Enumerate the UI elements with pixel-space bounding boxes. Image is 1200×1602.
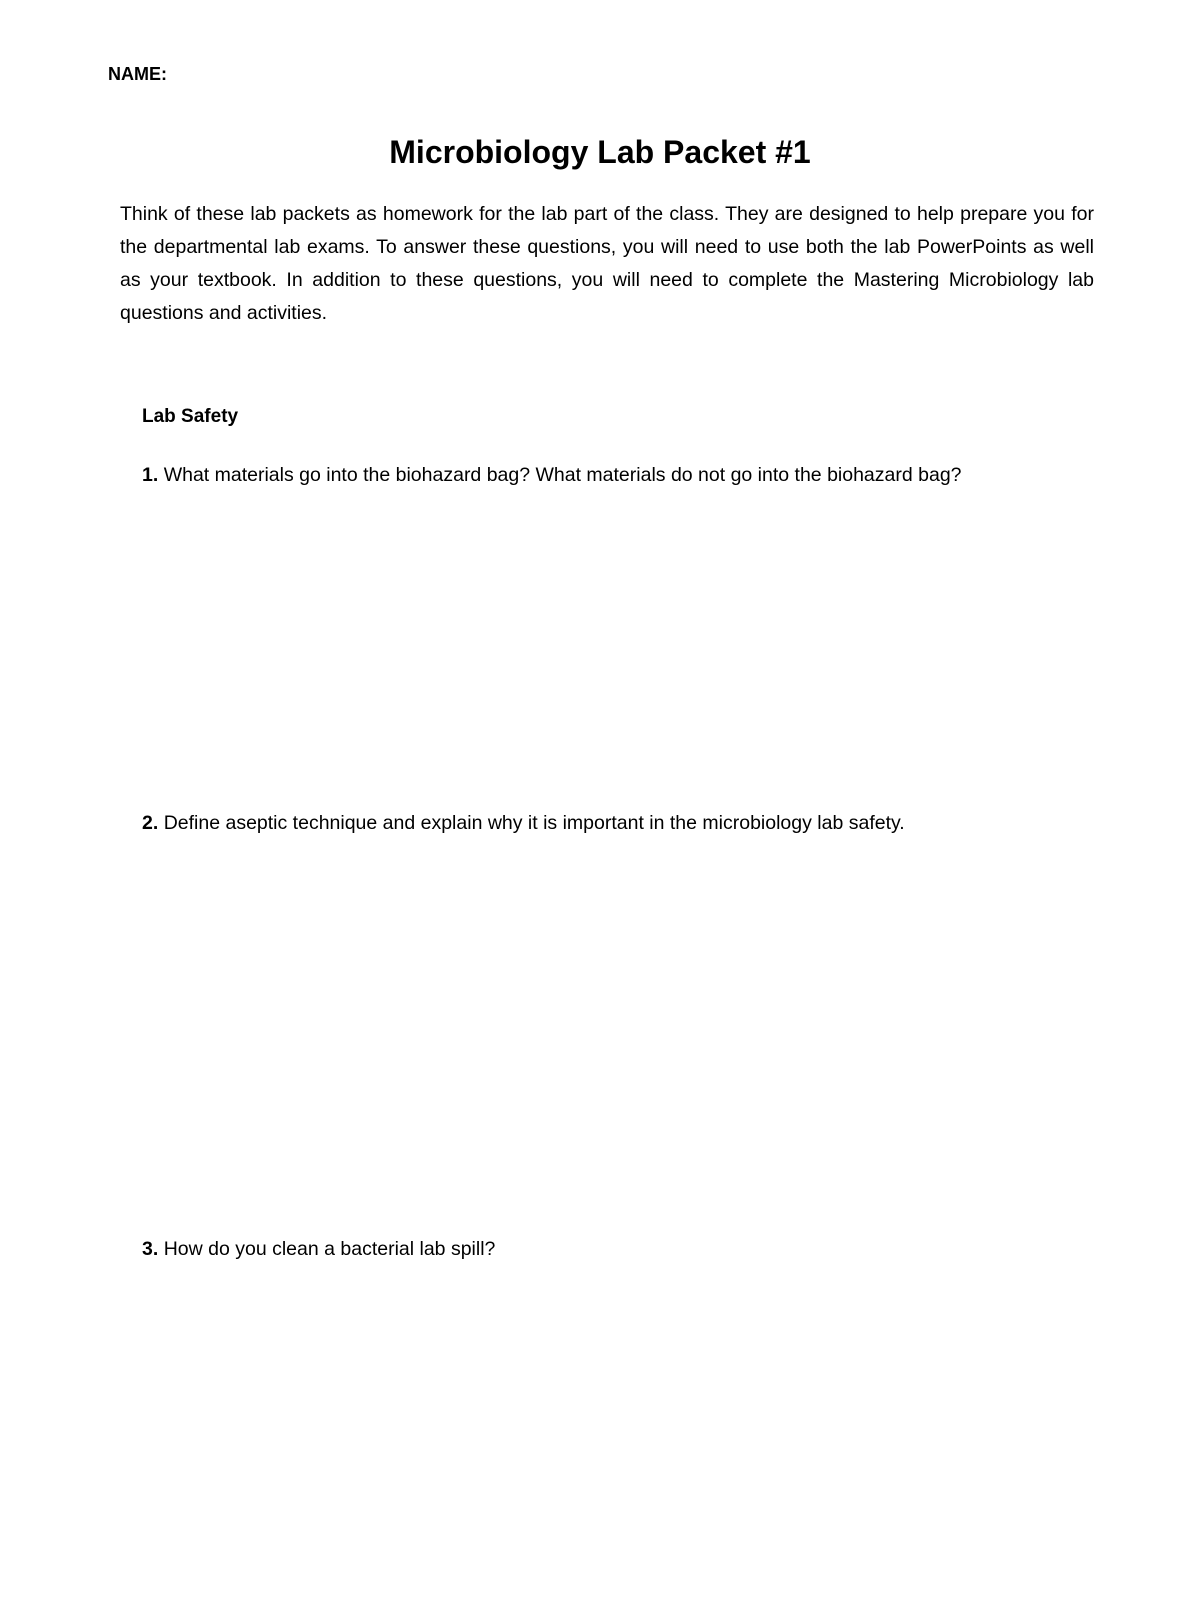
question-2 [142, 812, 905, 835]
intro-paragraph: Think of these lab packets as homework for the lab part of the class. They are designed to help prepare you for the departmental lab exams. To answer these questions, you will need to use both the lab PowerPoints as well as your textbook. In addition to these questions, you will need to complete the Mastering Microbiology lab questions and activities. [120, 203, 1094, 324]
question-1 [142, 464, 962, 487]
section-heading-lab-safety: Lab Safety [142, 406, 239, 427]
question-number: 2. [142, 812, 159, 834]
name-label: NAME: [108, 64, 167, 84]
question-text: What materials go into the biohazard bag? What materials do not go into the biohazard bag? [163, 464, 962, 486]
question-number: 1. [142, 464, 159, 486]
page-title: Microbiology Lab Packet #1 [389, 134, 811, 170]
question-number: 3. [142, 1238, 159, 1260]
question-text: Define aseptic technique and explain why it is important in the microbiology lab safety. [163, 812, 905, 834]
question-3 [142, 1238, 495, 1261]
question-text: How do you clean a bacterial lab spill? [163, 1238, 496, 1260]
